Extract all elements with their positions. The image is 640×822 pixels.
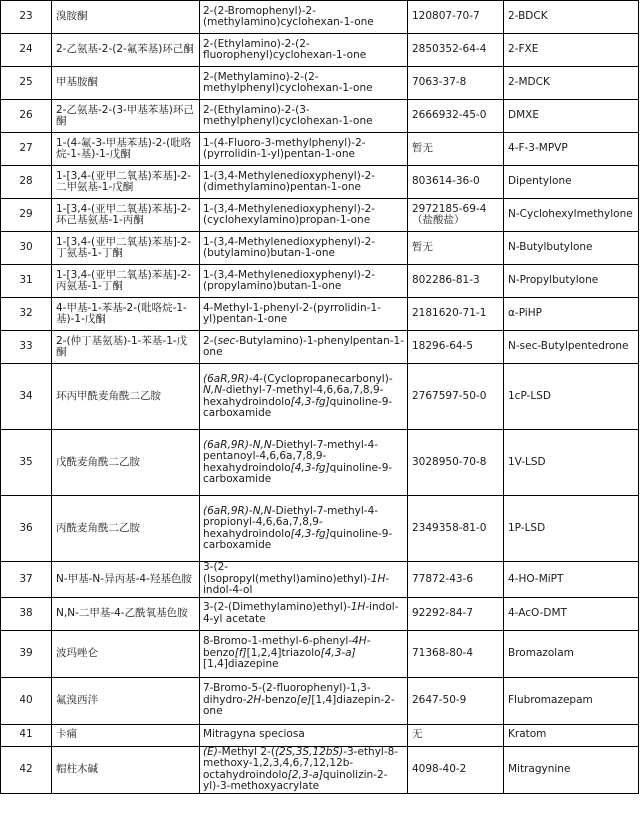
row-number: 24 [1,34,52,67]
chemical-name: 1-(3,4-Methylenedioxyphenyl)-2-(dimethylamino)pentan-1-one [200,166,408,199]
abbreviation: 4-F-3-MPVP [504,133,639,166]
cas-number: 2767597-50-0 [408,364,504,430]
table-row [1,1,639,34]
chinese-name: 溴胺酮 [52,1,200,34]
row-number: 29 [1,199,52,232]
cas-number: 2349358-81-0 [408,496,504,562]
table-body [1,1,639,794]
abbreviation: Kratom [504,724,639,746]
row-number: 40 [1,677,52,724]
cas-number: 暂无 [408,133,504,166]
chinese-name: 1-(4-氟-3-甲基苯基)-2-(吡咯烷-1-基)-1-戊酮 [52,133,200,166]
chemical-name: 2-(Methylamino)-2-(2-methylphenyl)cyclohexan-1-one [200,67,408,100]
chinese-name: 1-[3,4-(亚甲二氧基)苯基]-2-二甲氨基-1-戊酮 [52,166,200,199]
chemical-name: 3-(2-(Dimethylamino)ethyl)-1H-indol-4-yl acetate [200,597,408,630]
chemical-name: 4-Methyl-1-phenyl-2-(pyrrolidin-1-yl)pentan-1-one [200,298,408,331]
chinese-name: 4-甲基-1-苯基-2-(吡咯烷-1-基)-1-戊酮 [52,298,200,331]
abbreviation: DMXE [504,100,639,133]
row-number: 27 [1,133,52,166]
cas-number: 7063-37-8 [408,67,504,100]
table-row [1,430,639,496]
row-number: 33 [1,331,52,364]
chemical-name: Mitragyna speciosa [200,724,408,746]
table-row [1,232,639,265]
chinese-name: 丙酰麦角酰二乙胺 [52,496,200,562]
abbreviation: 1V-LSD [504,430,639,496]
row-number: 25 [1,67,52,100]
row-number: 26 [1,100,52,133]
abbreviation: Mitragynine [504,746,639,793]
row-number: 38 [1,597,52,630]
row-number: 28 [1,166,52,199]
chemical-name: (E)-Methyl 2-((2S,3S,12bS)-3-ethyl-8-methoxy-1,2,3,4,6,7,12,12b-octahydroindolo[2,3-a]quinolizin-2-yl)-3-methoxyacrylate [200,746,408,793]
row-number: 34 [1,364,52,430]
cas-number: 803614-36-0 [408,166,504,199]
table-row [1,67,639,100]
chemical-name: 2-(Ethylamino)-2-(3-methylphenyl)cyclohexan-1-one [200,100,408,133]
table-row [1,133,639,166]
chinese-name: 2-(仲丁基氨基)-1-苯基-1-戊酮 [52,331,200,364]
chinese-name: 1-[3,4-(亚甲二氧基)苯基]-2-丙氨基-1-丁酮 [52,265,200,298]
cas-number: 2647-50-9 [408,677,504,724]
table-row [1,34,639,67]
table-row [1,331,639,364]
cas-number: 2181620-71-1 [408,298,504,331]
row-number: 36 [1,496,52,562]
chinese-name: 戊酰麦角酰二乙胺 [52,430,200,496]
chemical-name: 7-Bromo-5-(2-fluorophenyl)-1,3-dihydro-2H-benzo[e][1,4]diazepin-2-one [200,677,408,724]
cas-number: 3028950-70-8 [408,430,504,496]
cas-number: 4098-40-2 [408,746,504,793]
cas-number: 无 [408,724,504,746]
abbreviation: N-sec-Butylpentedrone [504,331,639,364]
abbreviation: 2-BDCK [504,1,639,34]
chemical-name: (6aR,9R)-N,N-Diethyl-7-methyl-4-pentanoyl-4,6,6a,7,8,9-hexahydroindolo[4,3-fg]quinoline-9-carboxamide [200,430,408,496]
chemical-name: 8-Bromo-1-methyl-6-phenyl-4H-benzo[f][1,2,4]triazolo[4,3-a][1,4]diazepine [200,630,408,677]
cas-number: 2666932-45-0 [408,100,504,133]
chinese-name: 卡痛 [52,724,200,746]
table-row [1,677,639,724]
row-number: 23 [1,1,52,34]
row-number: 41 [1,724,52,746]
chinese-name: 2-乙氨基-2-(2-氟苯基)环己酮 [52,34,200,67]
cas-number: 802286-81-3 [408,265,504,298]
abbreviation: N-Propylbutylone [504,265,639,298]
chemical-name: (6aR,9R)-N,N-Diethyl-7-methyl-4-propionyl-4,6,6a,7,8,9-hexahydroindolo[4,3-fg]quinoline-9-carboxamide [200,496,408,562]
chemical-name: 1-(3,4-Methylenedioxyphenyl)-2-(propylamino)butan-1-one [200,265,408,298]
abbreviation: Flubromazepam [504,677,639,724]
abbreviation: Bromazolam [504,630,639,677]
row-number: 42 [1,746,52,793]
row-number: 30 [1,232,52,265]
chemical-name: 2-(2-Bromophenyl)-2-(methylamino)cyclohexan-1-one [200,1,408,34]
table-row [1,166,639,199]
table-row [1,199,639,232]
table-row [1,364,639,430]
table-row [1,630,639,677]
table-row [1,597,639,630]
chinese-name: 波玛唑仑 [52,630,200,677]
chinese-name: 环丙甲酰麦角酰二乙胺 [52,364,200,430]
chemical-name: 1-(4-Fluoro-3-methylphenyl)-2-(pyrrolidin-1-yl)pentan-1-one [200,133,408,166]
cas-number: 2972185-69-4（盐酸盐） [408,199,504,232]
chemical-name: (6aR,9R)-4-(Cyclopropanecarbonyl)-N,N-diethyl-7-methyl-4,6,6a,7,8,9-hexahydroindolo[4,3-fg]quinoline-9-carboxamide [200,364,408,430]
chinese-name: 2-乙氨基-2-(3-甲基苯基)环己酮 [52,100,200,133]
chemical-name: 2-(sec-Butylamino)-1-phenylpentan-1-one [200,331,408,364]
chemical-name: 1-(3,4-Methylenedioxyphenyl)-2-(cyclohexylamino)propan-1-one [200,199,408,232]
chinese-name: 帽柱木碱 [52,746,200,793]
abbreviation: α-PiHP [504,298,639,331]
cas-number: 18296-64-5 [408,331,504,364]
abbreviation: 1cP-LSD [504,364,639,430]
chinese-name: 氟溴西泮 [52,677,200,724]
abbreviation: Dipentylone [504,166,639,199]
abbreviation: 4-HO-MiPT [504,562,639,598]
chinese-name: N,N-二甲基-4-乙酰氧基色胺 [52,597,200,630]
table-row [1,100,639,133]
chinese-name: 甲基胺酮 [52,67,200,100]
abbreviation: 1P-LSD [504,496,639,562]
chinese-name: N-甲基-N-异丙基-4-羟基色胺 [52,562,200,598]
cas-number: 120807-70-7 [408,1,504,34]
cas-number: 暂无 [408,232,504,265]
chemical-name: 1-(3,4-Methylenedioxyphenyl)-2-(butylamino)butan-1-one [200,232,408,265]
table-row [1,562,639,598]
chinese-name: 1-[3,4-(亚甲二氧基)苯基]-2-丁氨基-1-丁酮 [52,232,200,265]
table-row [1,265,639,298]
abbreviation: 4-AcO-DMT [504,597,639,630]
row-number: 32 [1,298,52,331]
chemical-name: 2-(Ethylamino)-2-(2-fluorophenyl)cyclohexan-1-one [200,34,408,67]
cas-number: 71368-80-4 [408,630,504,677]
row-number: 35 [1,430,52,496]
cas-number: 2850352-64-4 [408,34,504,67]
chemical-name: 3-(2-(Isopropyl(methyl)amino)ethyl)-1H-indol-4-ol [200,562,408,598]
row-number: 37 [1,562,52,598]
table-row [1,724,639,746]
table-row [1,496,639,562]
abbreviation: 2-MDCK [504,67,639,100]
row-number: 31 [1,265,52,298]
chinese-name: 1-[3,4-(亚甲二氧基)苯基]-2-环己基氨基-1-丙酮 [52,199,200,232]
table-row [1,746,639,793]
abbreviation: N-Cyclohexylmethylone [504,199,639,232]
cas-number: 92292-84-7 [408,597,504,630]
table-row [1,298,639,331]
cas-number: 77872-43-6 [408,562,504,598]
row-number: 39 [1,630,52,677]
abbreviation: N-Butylbutylone [504,232,639,265]
abbreviation: 2-FXE [504,34,639,67]
